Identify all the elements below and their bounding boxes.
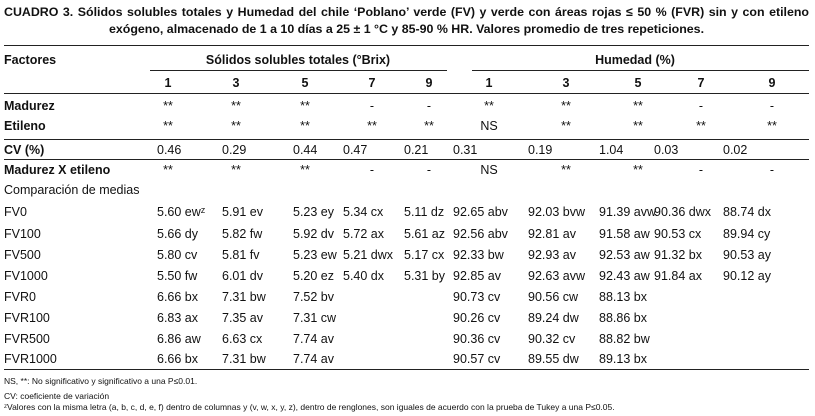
row-label: FV500 bbox=[4, 248, 41, 262]
row-label: Etileno bbox=[4, 119, 46, 133]
table-cell: 1.04 bbox=[599, 143, 624, 157]
table-cell: 5.72 ax bbox=[343, 227, 385, 241]
day-header-solidos-7: 7 bbox=[368, 76, 376, 90]
table-cell: 92.81 av bbox=[528, 227, 576, 241]
row-label: Madurez bbox=[4, 99, 55, 113]
table-cell: 5.34 cx bbox=[343, 205, 384, 219]
table-cell: 6.01 dv bbox=[222, 269, 264, 283]
table-cell: 7.74 av bbox=[293, 352, 335, 366]
table-cell: ** bbox=[561, 99, 571, 113]
table-cell: 0.46 bbox=[157, 143, 182, 157]
table-cell: 89.24 dw bbox=[528, 311, 579, 325]
day-header-solidos-9: 9 bbox=[425, 76, 433, 90]
row-label: Comparación de medias bbox=[4, 183, 140, 197]
table-cell: 92.03 bvw bbox=[528, 205, 585, 219]
table-caption: CUADRO 3. Sólidos solubles totales y Humedad del chile ‘Poblano’ verde (FV) y verde con áreas rojas ≤ 50 % (FVR) sin y con etileno exógeno, almacenado de 1 a 10 días a 25 ± 1 °C y 85-90 % HR. Valores promedio de tres repeticiones. bbox=[4, 5, 809, 36]
table-cell: 5.20 ez bbox=[293, 269, 335, 283]
table-cell: 89.13 bx bbox=[599, 352, 647, 366]
table-cell: - bbox=[426, 99, 432, 113]
table-cell: 91.39 avw bbox=[599, 205, 656, 219]
table-cell: 5.81 fv bbox=[222, 248, 260, 262]
table-cell: 0.02 bbox=[723, 143, 748, 157]
header-group-humedad: Humedad (%) bbox=[595, 53, 675, 67]
table-cell: ** bbox=[163, 99, 173, 113]
rule-bottom bbox=[4, 369, 809, 370]
table-cell: - bbox=[369, 99, 375, 113]
day-header-humedad-9: 9 bbox=[768, 76, 776, 90]
row-label: Madurez X etileno bbox=[4, 163, 111, 177]
row-label: CV (%) bbox=[4, 143, 45, 157]
table-cell: 7.31 bw bbox=[222, 352, 266, 366]
table-cell: 91.58 aw bbox=[599, 227, 650, 241]
table-cell: 0.47 bbox=[343, 143, 368, 157]
day-header-humedad-1: 1 bbox=[485, 76, 493, 90]
rule-group-humedad bbox=[472, 70, 809, 71]
table-cell: 92.85 av bbox=[453, 269, 501, 283]
row-label: FV0 bbox=[4, 205, 27, 219]
table-cell: 7.31 bw bbox=[222, 290, 266, 304]
table-cell: 6.83 ax bbox=[157, 311, 199, 325]
table-cell: 92.56 abv bbox=[453, 227, 508, 241]
table-cell: 5.23 ey bbox=[293, 205, 335, 219]
table-cell: ** bbox=[484, 99, 494, 113]
table-cell: ** bbox=[231, 99, 241, 113]
day-header-solidos-5: 5 bbox=[301, 76, 309, 90]
table-cell: NS bbox=[480, 163, 498, 177]
table-cell: 88.86 bx bbox=[599, 311, 647, 325]
table-cell: - bbox=[369, 163, 375, 177]
table-cell: 92.93 av bbox=[528, 248, 576, 262]
table-cell: ** bbox=[633, 163, 643, 177]
table-cell: 5.40 dx bbox=[343, 269, 385, 283]
table-cell: 7.74 av bbox=[293, 332, 335, 346]
table-cell: ** bbox=[231, 163, 241, 177]
footnote: CV: coeficiente de variación bbox=[4, 391, 110, 401]
table-cell: 91.32 bx bbox=[654, 248, 702, 262]
table-cell: 89.94 cy bbox=[723, 227, 771, 241]
rule-below-cv bbox=[4, 159, 809, 160]
rule-top bbox=[4, 45, 809, 46]
table-cell: 7.31 cw bbox=[293, 311, 337, 325]
table-cell: ** bbox=[561, 163, 571, 177]
table-cell: 5.23 ew bbox=[293, 248, 337, 262]
table-cell: 90.36 dwx bbox=[654, 205, 711, 219]
table-cell: 92.53 aw bbox=[599, 248, 650, 262]
table-cell: 7.52 bv bbox=[293, 290, 335, 304]
rule-group-solidos bbox=[150, 70, 447, 71]
table-cell: 0.44 bbox=[293, 143, 318, 157]
day-header-solidos-3: 3 bbox=[232, 76, 240, 90]
table-cell: 90.57 cv bbox=[453, 352, 501, 366]
table-cell: 90.12 ay bbox=[723, 269, 771, 283]
table-cell: 0.03 bbox=[654, 143, 679, 157]
header-factores: Factores bbox=[4, 53, 57, 67]
row-label: FVR1000 bbox=[4, 352, 57, 366]
table-cell: ** bbox=[767, 119, 777, 133]
footnote: NS, **: No significativo y significativo a una P≤0.01. bbox=[4, 376, 198, 386]
day-header-humedad-7: 7 bbox=[697, 76, 705, 90]
table-cell: 90.36 cv bbox=[453, 332, 501, 346]
row-label: FVR0 bbox=[4, 290, 36, 304]
table-cell: NS bbox=[480, 119, 498, 133]
table-cell: 0.19 bbox=[528, 143, 553, 157]
table-cell: - bbox=[426, 163, 432, 177]
table-cell: ** bbox=[300, 99, 310, 113]
row-label: FV1000 bbox=[4, 269, 48, 283]
table-cell: - bbox=[769, 163, 775, 177]
table-cell: 5.50 fw bbox=[157, 269, 198, 283]
table-cell: 5.17 cx bbox=[404, 248, 445, 262]
table-cell: ** bbox=[424, 119, 434, 133]
table-cell: 5.92 dv bbox=[293, 227, 335, 241]
table-cell: 5.61 az bbox=[404, 227, 446, 241]
table-cell: 92.65 abv bbox=[453, 205, 508, 219]
table-cell: 6.86 aw bbox=[157, 332, 201, 346]
table-cell: 0.31 bbox=[453, 143, 478, 157]
table-cell: ** bbox=[633, 99, 643, 113]
table-cell: ** bbox=[367, 119, 377, 133]
rule-above-cv bbox=[4, 139, 809, 140]
table-cell: 5.82 fw bbox=[222, 227, 263, 241]
table-cell: 92.63 avw bbox=[528, 269, 585, 283]
table-cell: 0.21 bbox=[404, 143, 429, 157]
table-cell: 90.53 ay bbox=[723, 248, 771, 262]
table-cell: 0.29 bbox=[222, 143, 247, 157]
table-cell: 5.80 cv bbox=[157, 248, 198, 262]
day-header-solidos-1: 1 bbox=[164, 76, 172, 90]
table-cell: 90.32 cv bbox=[528, 332, 576, 346]
table-cell: 6.63 cx bbox=[222, 332, 263, 346]
table-cell: 90.73 cv bbox=[453, 290, 501, 304]
table-cell: 6.66 bx bbox=[157, 352, 199, 366]
table-cell: 6.66 bx bbox=[157, 290, 199, 304]
rule-below-days bbox=[4, 93, 809, 94]
table-cell: ** bbox=[633, 119, 643, 133]
table-cell: 89.55 dw bbox=[528, 352, 579, 366]
table-cell: - bbox=[769, 99, 775, 113]
footnote: ᶻValores con la misma letra (a, b, c, d, e, f) dentro de columnas y (v, w, x, y, z), dentro de renglones, son iguales de acuerdo con la prueba de Tukey a una P≤0.05. bbox=[4, 402, 615, 412]
header-group-solidos: Sólidos solubles totales (°Brix) bbox=[205, 53, 391, 67]
table-cell: 5.31 by bbox=[404, 269, 446, 283]
day-header-humedad-3: 3 bbox=[562, 76, 570, 90]
table-cell: 90.56 cw bbox=[528, 290, 579, 304]
table-cell: 5.66 dy bbox=[157, 227, 199, 241]
table-cell: 5.11 dz bbox=[404, 205, 445, 219]
day-header-humedad-5: 5 bbox=[634, 76, 642, 90]
table-cell: 7.35 av bbox=[222, 311, 264, 325]
table-cell: - bbox=[698, 99, 704, 113]
table-cell: ** bbox=[163, 119, 173, 133]
table-cell: ** bbox=[163, 163, 173, 177]
table-cell: 5.21 dwx bbox=[343, 248, 394, 262]
table-cell: 90.53 cx bbox=[654, 227, 702, 241]
table-cell: ** bbox=[696, 119, 706, 133]
table-cell: 92.33 bw bbox=[453, 248, 504, 262]
table-cell: 91.84 ax bbox=[654, 269, 702, 283]
table-cell: 88.13 bx bbox=[599, 290, 647, 304]
row-label: FV100 bbox=[4, 227, 41, 241]
row-label: FVR500 bbox=[4, 332, 50, 346]
table-cell: 92.43 aw bbox=[599, 269, 650, 283]
table-cell: 88.82 bw bbox=[599, 332, 650, 346]
table-cell: 88.74 dx bbox=[723, 205, 771, 219]
table-cell: 5.91 ev bbox=[222, 205, 264, 219]
table-cell: ** bbox=[231, 119, 241, 133]
table-cell: 5.60 ewᶻ bbox=[157, 205, 206, 219]
table-cell: 90.26 cv bbox=[453, 311, 501, 325]
table-cell: ** bbox=[300, 163, 310, 177]
table-cell: - bbox=[698, 163, 704, 177]
table-cell: ** bbox=[300, 119, 310, 133]
row-label: FVR100 bbox=[4, 311, 50, 325]
table-cell: ** bbox=[561, 119, 571, 133]
